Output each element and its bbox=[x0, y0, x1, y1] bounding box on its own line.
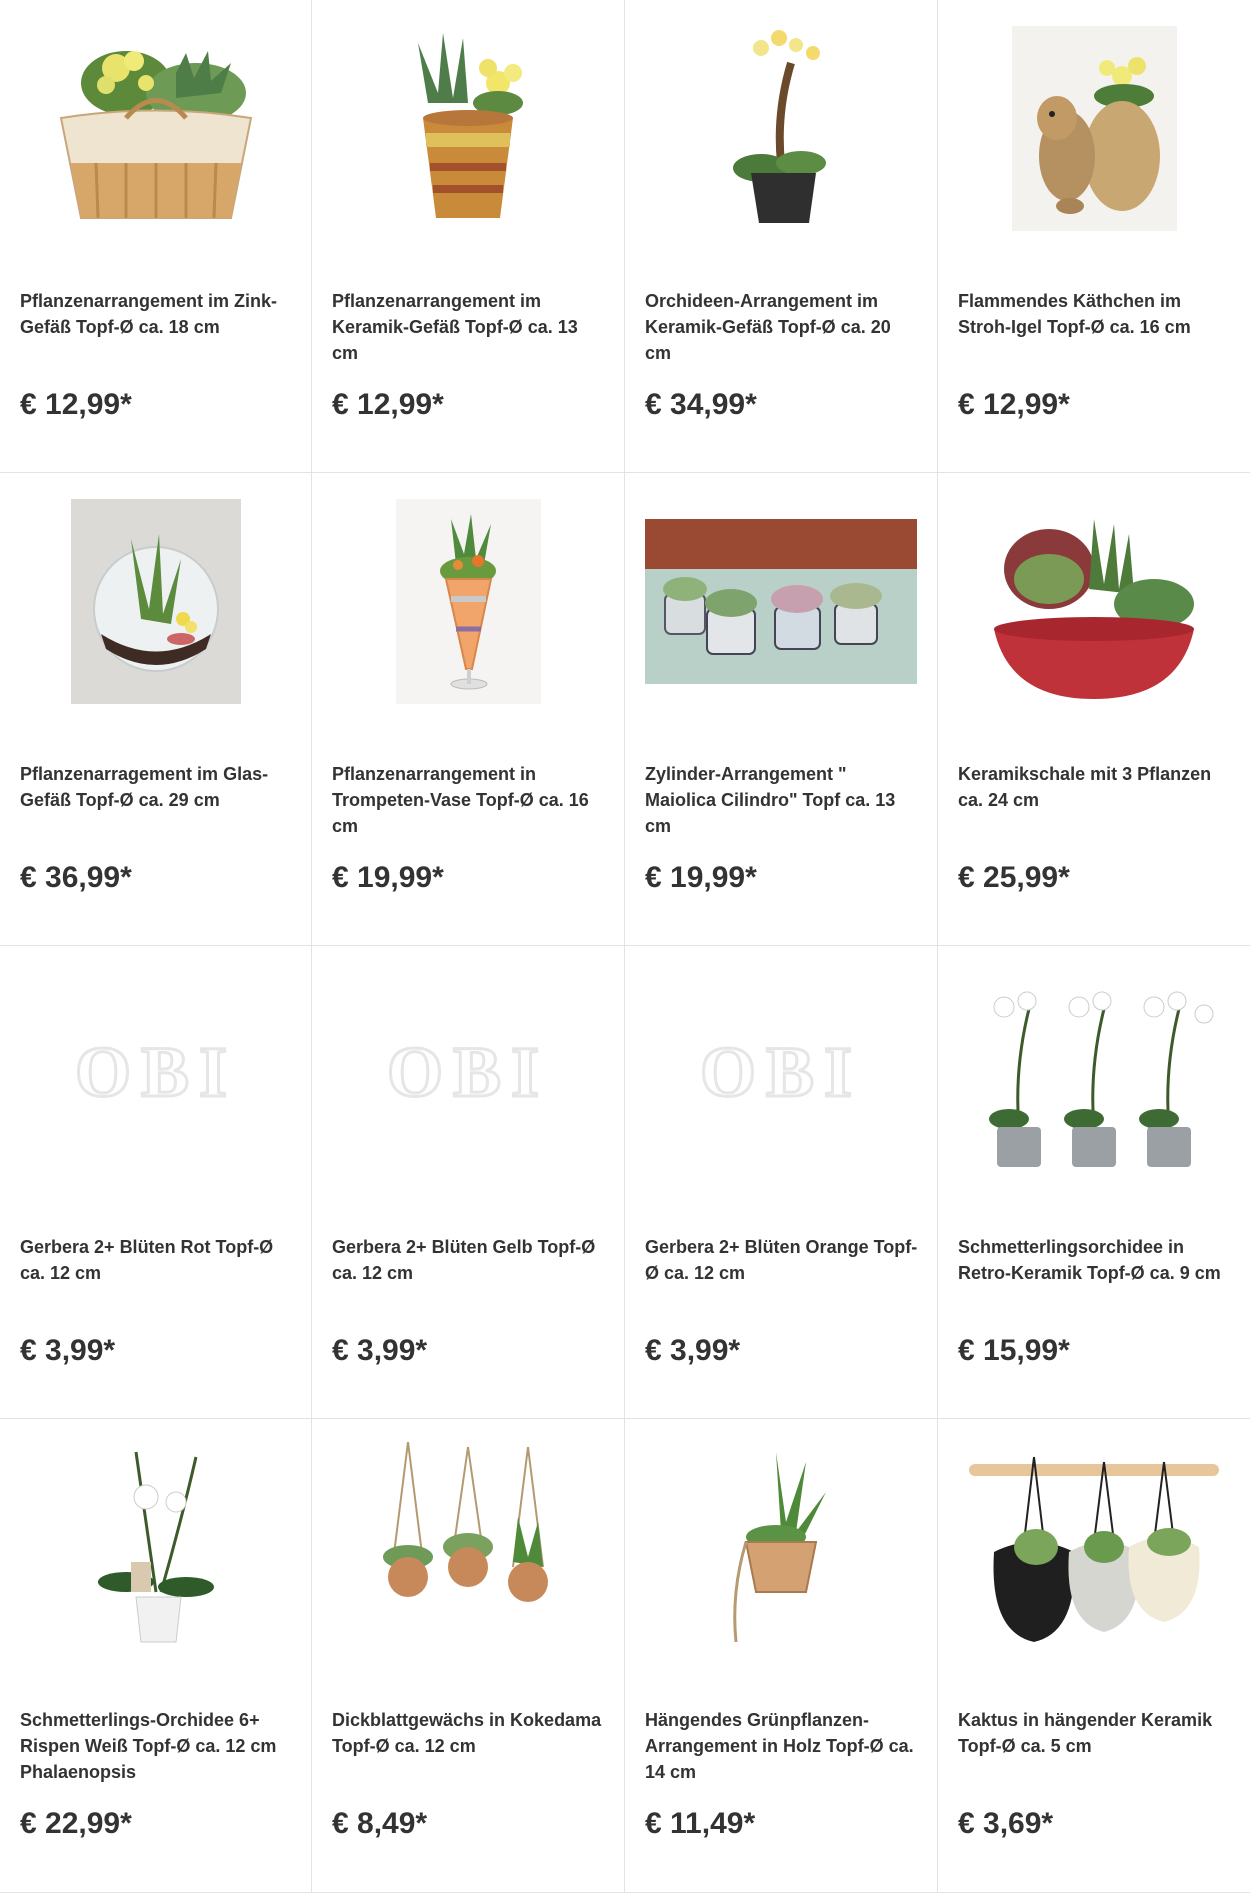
product-price: € 3,69* bbox=[958, 1807, 1054, 1840]
product-price: € 22,99* bbox=[20, 1807, 132, 1840]
product-image-orchid-arrangement[interactable] bbox=[645, 18, 917, 238]
product-title[interactable]: Gerbera 2+ Blüten Gelb Topf-Ø ca. 12 cm bbox=[332, 1237, 596, 1283]
product-card[interactable] bbox=[0, 473, 312, 946]
product-image-three-orchids[interactable] bbox=[958, 964, 1230, 1184]
product-title[interactable]: Kaktus in hängender Keramik Topf-Ø ca. 5 cm bbox=[958, 1710, 1213, 1756]
product-price: € 3,99* bbox=[332, 1334, 428, 1367]
product-card[interactable] bbox=[625, 1419, 938, 1893]
product-title[interactable]: Zylinder-Arrangement " Maiolica Cilindro" Topf ca. 13 cm bbox=[645, 764, 896, 836]
product-title[interactable]: Pflanzenarrangement in Trompeten-Vase Topf-Ø ca. 16 cm bbox=[332, 764, 589, 836]
product-title[interactable]: Schmetterlings-Orchidee 6+ Rispen Weiß Topf-Ø ca. 12 cm Phalaenopsis bbox=[20, 1710, 277, 1782]
product-card[interactable] bbox=[0, 946, 312, 1419]
product-price: € 3,99* bbox=[645, 1334, 741, 1367]
product-title[interactable]: Pflanzenarragement im Glas-Gefäß Topf-Ø ca. 29 cm bbox=[20, 764, 269, 810]
product-image-red-bowl-succulents[interactable] bbox=[958, 491, 1230, 711]
product-image-obi-placeholder[interactable] bbox=[20, 964, 291, 1184]
product-price: € 8,49* bbox=[332, 1807, 428, 1840]
product-image-glass-terrarium[interactable] bbox=[20, 491, 291, 711]
product-price: € 15,99* bbox=[958, 1334, 1070, 1367]
product-price: € 36,99* bbox=[20, 861, 132, 894]
product-card[interactable] bbox=[938, 0, 1250, 473]
product-image-hanging-wood[interactable] bbox=[645, 1437, 917, 1657]
product-card[interactable] bbox=[625, 473, 938, 946]
product-price: € 3,99* bbox=[20, 1334, 116, 1367]
product-title[interactable]: Orchideen-Arrangement im Keramik-Gefäß Topf-Ø ca. 20 cm bbox=[645, 291, 891, 363]
product-image-hanging-cactus[interactable] bbox=[958, 1437, 1230, 1657]
product-price: € 12,99* bbox=[20, 388, 132, 421]
product-image-ceramic-pot-arrangement[interactable] bbox=[332, 18, 604, 238]
product-card[interactable] bbox=[625, 0, 938, 473]
product-price: € 12,99* bbox=[958, 388, 1070, 421]
product-card[interactable] bbox=[0, 0, 312, 473]
product-price: € 12,99* bbox=[332, 388, 444, 421]
product-price: € 34,99* bbox=[645, 388, 757, 421]
product-title[interactable]: Hängendes Grünpflanzen-Arrangement in Holz Topf-Ø ca. 14 cm bbox=[645, 1710, 914, 1782]
product-title[interactable]: Keramikschale mit 3 Pflanzen ca. 24 cm bbox=[958, 764, 1212, 810]
product-image-obi-placeholder[interactable] bbox=[332, 964, 604, 1184]
product-price: € 19,99* bbox=[332, 861, 444, 894]
product-image-basket-arrangement[interactable] bbox=[20, 18, 291, 238]
product-image-straw-hedgehog[interactable] bbox=[958, 18, 1230, 238]
product-title[interactable]: Schmetterlingsorchidee in Retro-Keramik Topf-Ø ca. 9 cm bbox=[958, 1237, 1221, 1283]
product-image-white-orchid[interactable] bbox=[20, 1437, 291, 1657]
product-image-trumpet-vase[interactable] bbox=[332, 491, 604, 711]
obi-placeholder-logo: OBI bbox=[699, 1034, 863, 1112]
obi-placeholder-logo: OBI bbox=[74, 1034, 237, 1112]
product-card[interactable] bbox=[312, 473, 625, 946]
product-title[interactable]: Pflanzenarrangement im Zink-Gefäß Topf-Ø ca. 18 cm bbox=[20, 291, 278, 337]
product-price: € 19,99* bbox=[645, 861, 757, 894]
product-title[interactable]: Flammendes Käthchen im Stroh-Igel Topf-Ø ca. 16 cm bbox=[958, 291, 1191, 337]
product-price: € 11,49* bbox=[645, 1807, 756, 1840]
obi-placeholder-logo: OBI bbox=[386, 1034, 550, 1112]
product-title[interactable]: Gerbera 2+ Blüten Orange Topf-Ø ca. 12 cm bbox=[645, 1237, 918, 1283]
product-card[interactable] bbox=[312, 0, 625, 473]
product-price: € 25,99* bbox=[958, 861, 1070, 894]
product-image-obi-placeholder[interactable] bbox=[645, 964, 917, 1184]
product-card[interactable] bbox=[938, 1419, 1250, 1893]
product-title[interactable]: Dickblattgewächs in Kokedama Topf-Ø ca. 12 cm bbox=[332, 1710, 602, 1756]
product-title[interactable]: Gerbera 2+ Blüten Rot Topf-Ø ca. 12 cm bbox=[20, 1237, 274, 1283]
product-card[interactable] bbox=[312, 946, 625, 1419]
product-image-maiolica-succulents[interactable] bbox=[645, 491, 917, 711]
product-card[interactable] bbox=[938, 473, 1250, 946]
product-card[interactable] bbox=[625, 946, 938, 1419]
product-card[interactable] bbox=[312, 1419, 625, 1893]
product-card[interactable] bbox=[0, 1419, 312, 1893]
product-card[interactable] bbox=[938, 946, 1250, 1419]
product-image-kokedama[interactable] bbox=[332, 1437, 604, 1657]
product-title[interactable]: Pflanzenarrangement im Keramik-Gefäß Topf-Ø ca. 13 cm bbox=[332, 291, 578, 363]
